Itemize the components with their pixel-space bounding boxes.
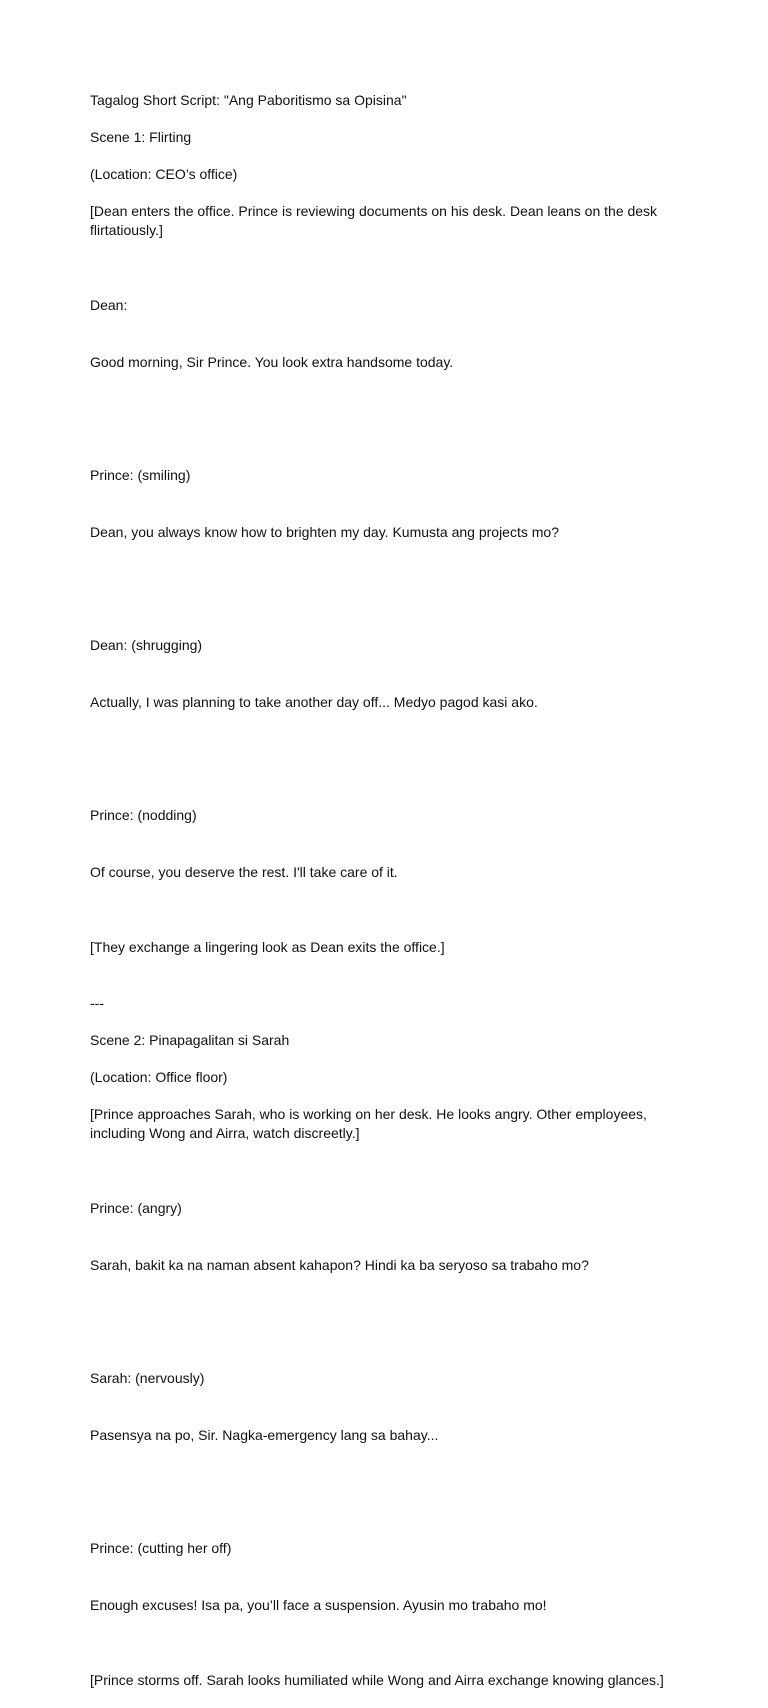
speaker-label: Prince: (smiling) (90, 467, 191, 483)
speaker-label: Prince: (cutting her off) (90, 1540, 232, 1556)
dialogue-line: Sarah, bakit ka na naman absent kahapon? Hindi ka ba seryoso sa trabaho mo? (90, 1257, 589, 1273)
scene-1-heading: Scene 1: Flirting (90, 129, 192, 145)
script-document (90, 91, 690, 1708)
document-title: Tagalog Short Script: "Ang Paboritismo sa Opisina" (90, 92, 407, 108)
dialogue-block (90, 1501, 690, 1653)
dialogue-block (90, 428, 690, 580)
dialogue-line: Good morning, Sir Prince. You look extra handsome today. (90, 354, 454, 370)
dialogue-block (90, 598, 690, 750)
scene-2-location: (Location: Office floor) (90, 1069, 228, 1085)
dialogue-block (90, 258, 690, 410)
scene-separator: --- (90, 995, 104, 1011)
scene-1-closing-direction: [They exchange a lingering look as Dean exits the office.] (90, 939, 445, 955)
speaker-label: Dean: (shrugging) (90, 637, 203, 653)
dialogue-block (90, 1161, 690, 1313)
speaker-label: Dean: (90, 297, 128, 313)
dialogue-line: Enough excuses! Isa pa, you’ll face a suspension. Ayusin mo trabaho mo! (90, 1597, 547, 1613)
dialogue-line: Actually, I was planning to take another day off... Medyo pagod kasi ako. (90, 694, 538, 710)
scene-2-stage-direction: [Prince approaches Sarah, who is working on her desk. He looks angry. Other employees, including Wong and Airra, watch discreetly.] (90, 1106, 651, 1141)
scene-1-location: (Location: CEO’s office) (90, 166, 238, 182)
scene-2-closing-direction: [Prince storms off. Sarah looks humiliated while Wong and Airra exchange knowing glances.] (90, 1672, 664, 1688)
scene-2-heading: Scene 2: Pinapagalitan si Sarah (90, 1032, 290, 1048)
dialogue-line: Dean, you always know how to brighten my day. Kumusta ang projects mo? (90, 524, 559, 540)
speaker-label: Prince: (nodding) (90, 807, 197, 823)
scene-1-stage-direction: [Dean enters the office. Prince is reviewing documents on his desk. Dean leans on the desk flirtatiously.] (90, 203, 661, 238)
dialogue-line: Pasensya na po, Sir. Nagka-emergency lang sa bahay... (90, 1427, 439, 1443)
speaker-label: Sarah: (nervously) (90, 1370, 205, 1386)
dialogue-block (90, 1331, 690, 1483)
dialogue-block (90, 768, 690, 920)
speaker-label: Prince: (angry) (90, 1200, 182, 1216)
dialogue-line: Of course, you deserve the rest. I'll take care of it. (90, 864, 398, 880)
